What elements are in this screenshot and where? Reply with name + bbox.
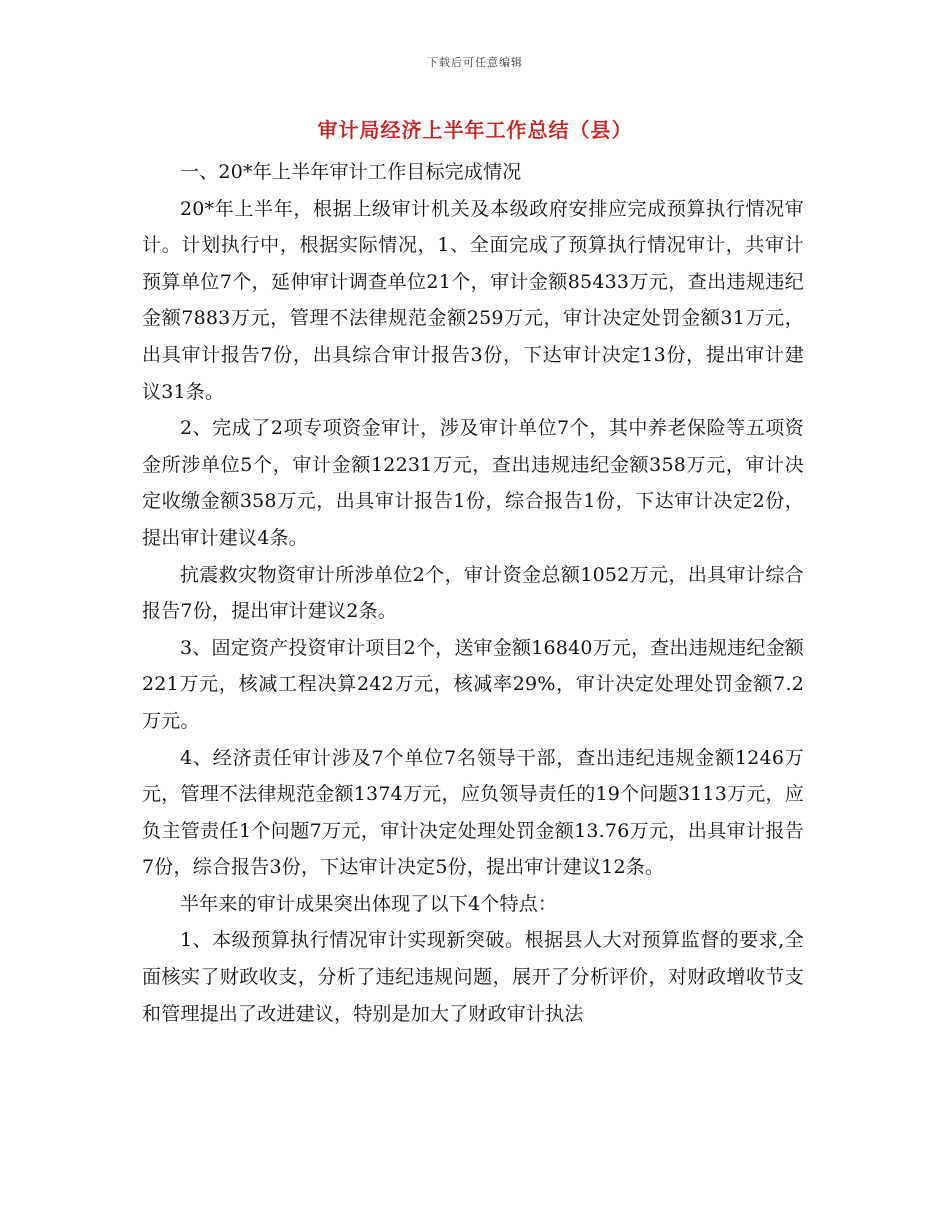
paragraph: 一、20*年上半年审计工作目标完成情况 — [180, 161, 522, 183]
document-title: 审计局经济上半年工作总结（县） — [317, 118, 633, 142]
header-note: 下载后可任意编辑 — [427, 56, 523, 69]
paragraph: 2、完成了2项专项资金审计，涉及审计单位7个，其中养老保险等五项资金所涉单位5个，审计金额12231万元，查出违规违纪金额358万元，审计决定收缴金额358万元，出具审计报告1份，综合报告1份，下达审计决定2份，提出审计建议4条。 — [142, 417, 804, 549]
paragraph: 3、固定资产投资审计项目2个，送审金额16840万元，查出违规违纪金额221万元，核减工程决算242万元，核减率29%，审计决定处理处罚金额7.2万元。 — [142, 636, 804, 732]
paragraph: 1、本级预算执行情况审计实现新突破。根据县人大对预算监督的要求,全面核实了财政收支，分析了违纪违规问题，展开了分析评价，对财政增收节支和管理提出了改进建议，特别是加大了财政审计执法 — [142, 929, 804, 1025]
document-body — [142, 154, 804, 1032]
paragraph: 4、经济责任审计涉及7个单位7名领导干部，查出违纪违规金额1246万元，管理不法律规范金额1374万元，应负领导责任的19个问题3113万元，应负主管责任1个问题7万元，审计决定处理处罚金额13.76万元，出具审计报告7份，综合报告3份，下达审计决定5份，提出审计建议12条。 — [142, 746, 804, 879]
paragraph: 20*年上半年，根据上级审计机关及本级政府安排应完成预算执行情况审计。计划执行中，根据实际情况，1、全面完成了预算执行情况审计，共审计预算单位7个，延伸审计调查单位21个，审计金额85433万元，查出违规违纪金额7883万元，管理不法律规范金额259万元，审计决定处罚金额31万元，出具审计报告7份，出具综合审计报告3份，下达审计决定13份，提出审计建议31条。 — [142, 197, 804, 403]
paragraph: 抗震救灾物资审计所涉单位2个，审计资金总额1052万元，出具审计综合报告7份，提出审计建议2条。 — [142, 563, 804, 623]
paragraph: 半年来的审计成果突出体现了以下4个特点： — [180, 892, 558, 915]
